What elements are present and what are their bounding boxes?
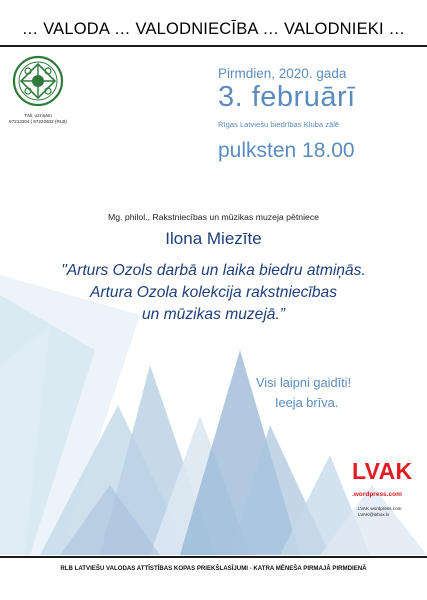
lecture-title-line: un mūzikas muzejā.” [142,306,285,323]
speaker-role: Mg. philol., Rakstniecības un mūzikas muzeja pētniece [107,212,319,222]
lvak-contacts [358,506,402,518]
top-banner: … VALODA … VALODNIECĪBA … VALODNIEKI … [21,20,406,38]
lecture-title-line: Artura Ozola kolekcija rakstniecības [89,284,337,301]
lvak-logo: LVAK [352,458,413,484]
lecture-title [0,260,427,326]
welcome-line: Visi laipni gaidīti! [256,375,352,390]
welcome-message [256,373,351,413]
event-day: 3. februārī [218,81,356,113]
logo-caption-label: Tālr. uzziņām [24,113,52,118]
rlb-emblem-icon [12,55,64,107]
speaker-name: Ilona Miezīte [165,229,262,248]
footer-text: RLB LATVIEŠU VALODAS ATTĪSTĪBAS KOPAS PRIEKŠLASĪJUMI - KATRA MĒNEŠA PIRMAJĀ PIRMDIENĀ [60,565,367,572]
logo-caption [6,113,70,125]
logo-caption-phones: 67213204 | 67222602 (RLB) [9,119,67,124]
event-weekday: Pirmdien, 2020. gada [218,66,347,81]
lvak-site-link[interactable]: LVAK.wordpress.com [358,506,402,511]
lecture-title-line: "Arturs Ozols darbā un laika biedru atmiņās. [61,262,366,279]
lvak-site: .wordpress.com [352,491,402,498]
event-date-block [218,66,356,163]
entry-free-line: Ieeja brīva. [275,395,339,410]
event-time: pulksten 18.00 [218,139,355,162]
footer-divider [0,556,427,558]
top-divider [0,45,427,47]
event-venue: Rīgas Latviešu biedrības Kluba zālē [218,120,340,129]
lvak-email-link[interactable]: LVAK@inbox.lv [358,512,390,517]
